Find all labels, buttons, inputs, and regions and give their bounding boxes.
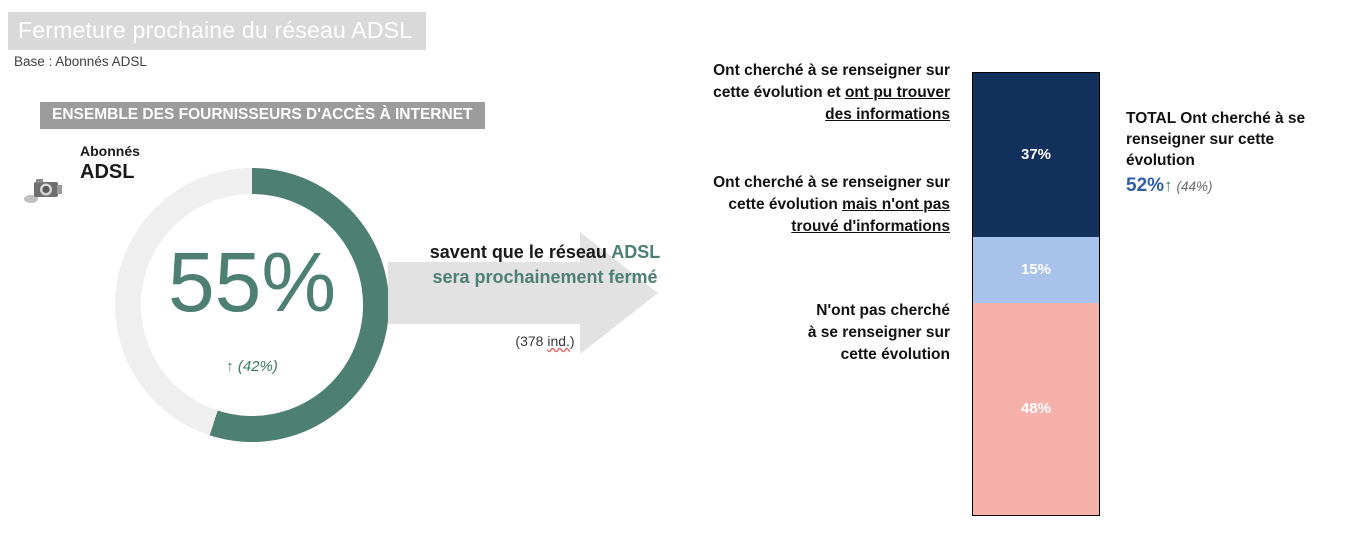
total-text-line3: évolution bbox=[1126, 152, 1195, 169]
arrow-sublabel-suffix: ) bbox=[569, 333, 575, 349]
label-not-found-info-line1: Ont cherché à se renseigner sur bbox=[713, 174, 950, 191]
total-text-line2: renseigner sur cette bbox=[1126, 131, 1275, 148]
trend-up-icon: ↑ bbox=[1164, 176, 1173, 195]
trend-up-icon: ↑ bbox=[226, 358, 234, 375]
label-did-not-search-line3: cette évolution bbox=[840, 346, 950, 363]
label-not-found-info-line2-underlined: mais n'ont pas bbox=[842, 196, 950, 213]
label-found-info bbox=[590, 60, 950, 126]
camera-icon bbox=[22, 172, 66, 208]
label-did-not-search-line1: N'ont pas cherché bbox=[816, 302, 950, 319]
donut-label-small: Abonnés bbox=[80, 143, 140, 159]
donut-delta-value: (42%) bbox=[237, 358, 278, 375]
base-label: Base : Abonnés ADSL bbox=[14, 54, 147, 69]
label-not-found-info bbox=[590, 172, 950, 238]
total-text bbox=[1126, 108, 1341, 171]
label-did-not-search-line2: à se renseigner sur bbox=[807, 324, 950, 341]
arrow-caption bbox=[380, 240, 710, 290]
label-found-info-line2-plain: cette évolution et bbox=[713, 84, 845, 101]
stacked-bar-chart bbox=[972, 72, 1100, 516]
label-not-found-info-line2-plain: cette évolution bbox=[728, 196, 843, 213]
donut-delta bbox=[115, 358, 389, 375]
bar-segment-no-search: 48% bbox=[973, 303, 1099, 515]
donut-value: 55% bbox=[167, 235, 337, 329]
label-found-info-line1: Ont cherché à se renseigner sur bbox=[713, 62, 950, 79]
arrow-caption-line2: sera prochainement fermé bbox=[432, 267, 658, 287]
arrow-caption-line1-accent: ADSL bbox=[611, 242, 661, 262]
arrow-sublabel bbox=[380, 333, 710, 349]
arrow-caption-line1-plain: savent que le réseau bbox=[429, 242, 612, 262]
label-not-found-info-line3: trouvé d'informations bbox=[791, 218, 950, 235]
total-value-row bbox=[1126, 175, 1341, 197]
total-delta: (44%) bbox=[1176, 179, 1213, 194]
label-did-not-search bbox=[690, 300, 950, 366]
donut-label-big: ADSL bbox=[80, 161, 135, 183]
page-title: Fermeture prochaine du réseau ADSL bbox=[8, 12, 426, 50]
bar-segment-not-found: 15% bbox=[973, 237, 1099, 303]
bar-segment-found: 37% bbox=[973, 73, 1099, 237]
segment-band: ENSEMBLE DES FOURNISSEURS D'ACCÈS À INTERNET bbox=[40, 102, 485, 129]
donut-chart bbox=[115, 168, 389, 442]
label-found-info-line2-underlined: ont pu trouver bbox=[844, 84, 950, 101]
total-annotation bbox=[1126, 108, 1341, 197]
total-text-line1: TOTAL Ont cherché à se bbox=[1126, 110, 1306, 127]
arrow-sublabel-underlined: ind. bbox=[547, 333, 570, 349]
label-found-info-line3: des informations bbox=[825, 106, 950, 123]
total-value: 52% bbox=[1126, 175, 1165, 196]
arrow-sublabel-prefix: (378 bbox=[515, 333, 548, 349]
